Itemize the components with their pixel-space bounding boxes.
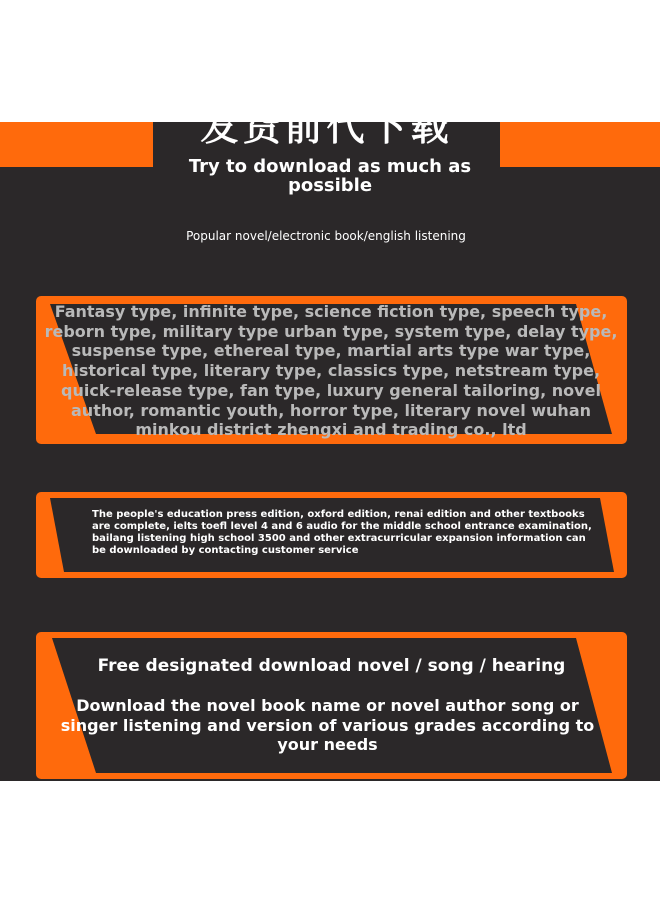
orange-band-left: [0, 122, 153, 167]
promo-poster: [0, 105, 660, 781]
heading-text: 发货前代下载: [200, 105, 453, 149]
textbook-info-text: The people's education press edition, oxford edition, renai edition and other textbooks are complete, ielts toefl level 4 and 6 audio for the middle school entrance examination, bailang listening high school 3500 and other extracurricular expansion information can be downloaded by contacting customer service: [92, 509, 592, 556]
subtitle: Try to download as much as possible: [188, 156, 472, 196]
genre-list-text: Fantasy type, infinite type, science fiction type, speech type, reborn type, military type urban type, system type, delay type, suspense type, ethereal type, martial arts type war type, historical type, literary type, classics type, netstream type, quick-release type, fan type, luxury general tailoring, novel author, romantic youth, horror type, literary novel wuhan minkou district zhengxi and trading co., ltd: [44, 302, 618, 440]
download-panel-title: Free designated download novel / song / hearing: [97, 656, 566, 676]
download-panel-text: Download the novel book name or novel author song or singer listening and version of various grades according to your needs: [60, 696, 595, 754]
tagline: Popular novel/electronic book/english listening: [186, 229, 466, 243]
heading-cropped: [153, 105, 500, 149]
orange-band-right: [500, 122, 660, 167]
